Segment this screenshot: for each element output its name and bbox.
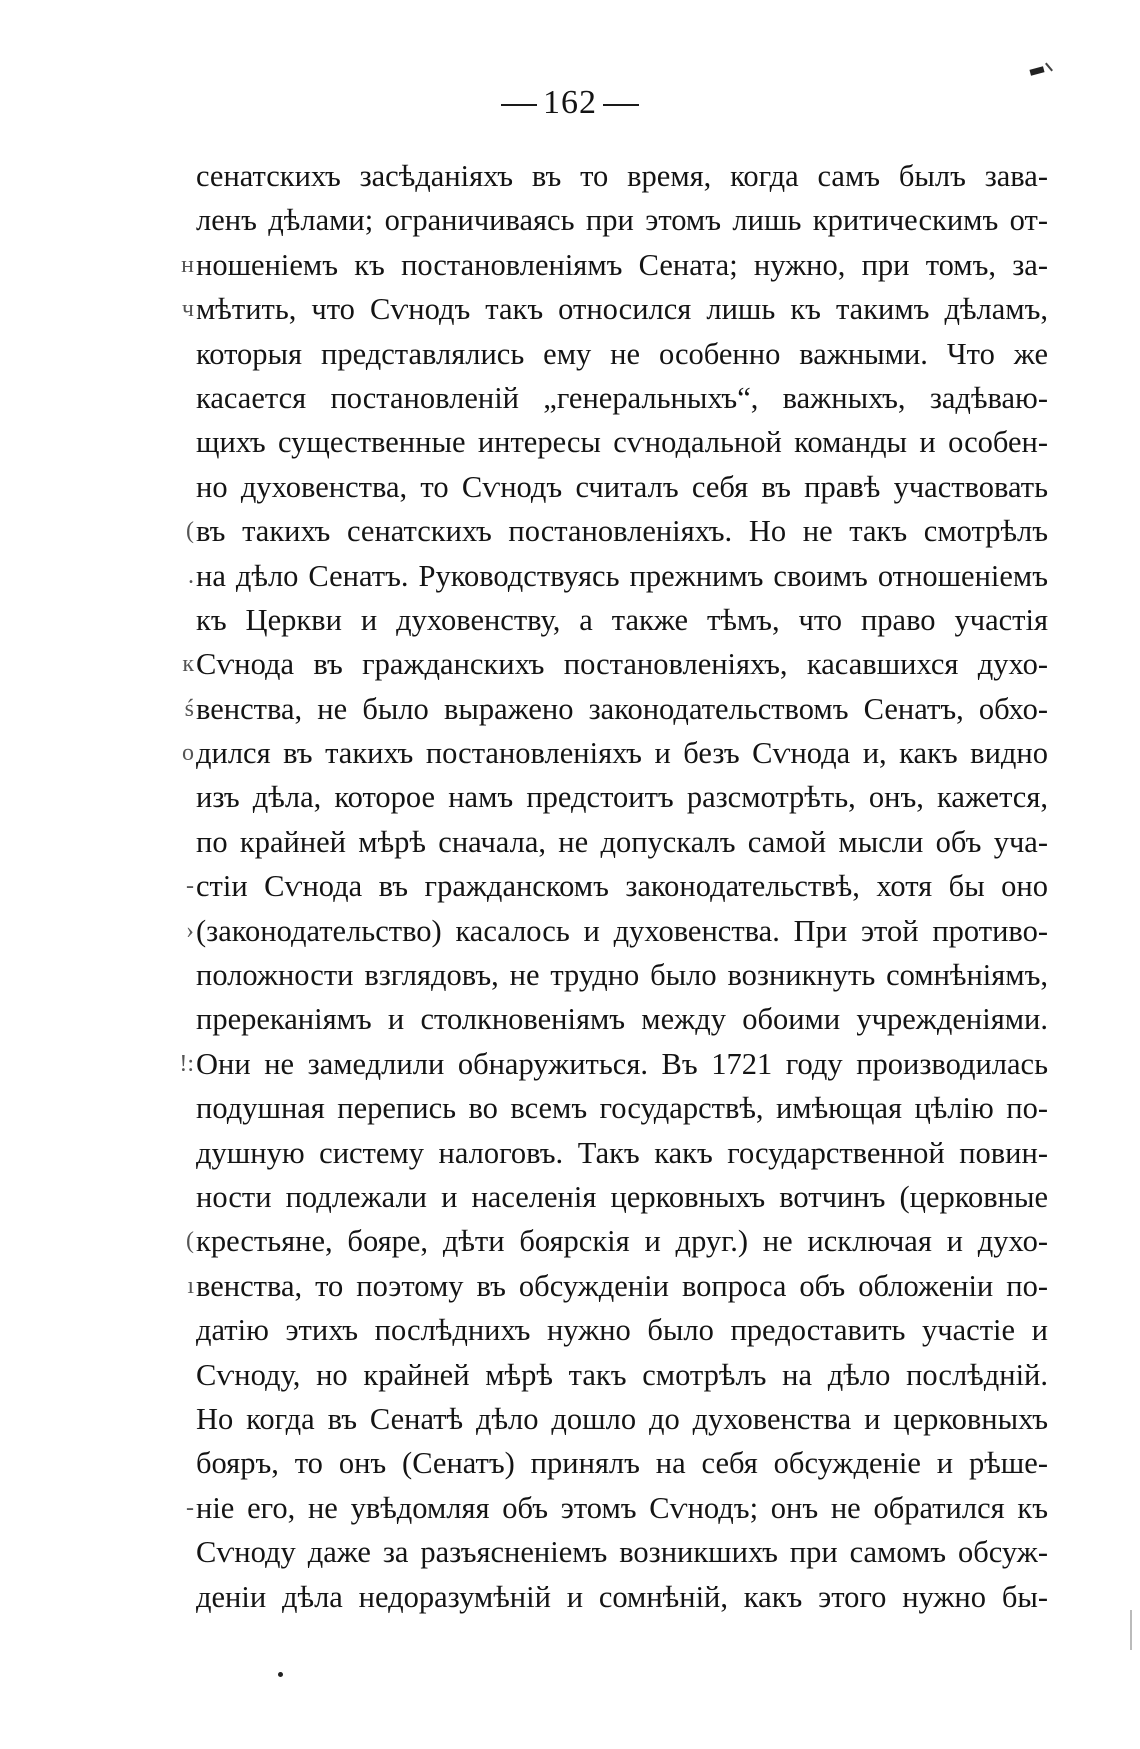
text-line: венства, то поэтому въ обсужденіи вопроса объ обложеніи по-: [196, 1268, 1048, 1303]
margin-mark: [150, 376, 194, 420]
margin-mark: [150, 1530, 194, 1574]
margin-mark: [150, 1575, 194, 1619]
scan-edge-line: [1130, 1610, 1132, 1650]
margin-mark: ı: [187, 1272, 194, 1299]
text-line: которыя представлялись ему не особенно важными. Что же: [196, 336, 1048, 371]
text-line: стіи Сѵнода въ гражданскомъ законодательствѣ, хотя бы оно: [196, 869, 1048, 904]
margin-mark: [150, 1441, 194, 1485]
margin-mark: [150, 1308, 194, 1352]
text-line: въ такихъ сенатскихъ постановленіяхъ. Но не такъ смотрѣлъ: [196, 514, 1048, 549]
text-line: сенатскихъ засѣданіяхъ въ то время, когда самъ былъ зава-: [196, 159, 1048, 193]
text-line: по крайней мѣрѣ сначала, не допускалъ самой мысли объ уча-: [196, 824, 1048, 859]
margin-mark: [150, 820, 194, 864]
text-line: Но когда въ Сенатѣ дѣло дошло до духовенства и церковныхъ: [196, 1401, 1048, 1436]
margin-mark: !:: [179, 1050, 194, 1077]
margin-mark: [150, 332, 194, 376]
text-line: изъ дѣла, которое намъ предстоитъ разсмотрѣть, онъ, кажется,: [196, 780, 1048, 815]
text-line: дился въ такихъ постановленіяхъ и безъ Сѵнода и, какъ видно: [196, 736, 1048, 771]
margin-mark: н: [181, 251, 194, 278]
margin-mark: ›: [186, 917, 194, 944]
text-line: пререканіямъ и столкновеніямъ между обоими учрежденіями.: [196, 1002, 1048, 1037]
text-line: бояръ, то онъ (Сенатъ) принялъ на себя обсужденіе и рѣше-: [196, 1446, 1048, 1481]
text-line: (законодательство) касалось и духовенства. При этой противо-: [196, 913, 1048, 948]
text-line: ніе его, не увѣдомляя объ этомъ Сѵнодъ; онъ не обратился къ: [196, 1490, 1048, 1525]
left-margin-marks: [150, 154, 194, 1619]
print-speck-tick: [1045, 63, 1053, 72]
margin-mark: [150, 1397, 194, 1441]
text-line: Они не замедлили обнаружиться. Въ 1721 году производилась: [196, 1046, 1048, 1081]
text-line: датію этихъ послѣднихъ нужно было предоставить участіе и: [196, 1313, 1048, 1348]
body-text: [196, 154, 1048, 1619]
text-line: венства, не было выражено законодательствомъ Сенатъ, обхо-: [196, 691, 1048, 726]
page-number-dash-left: [501, 104, 537, 106]
text-line: Сѵноду, но крайней мѣрѣ такъ смотрѣлъ на дѣло послѣдній.: [196, 1357, 1048, 1392]
text-line: душную систему налоговъ. Такъ какъ государственной повин-: [196, 1135, 1048, 1170]
page-number: [0, 84, 1140, 122]
text-line: подушная перепись во всемъ государствѣ, имѣющая цѣлію по-: [196, 1091, 1048, 1126]
margin-mark: [150, 598, 194, 642]
margin-mark: [150, 775, 194, 819]
margin-mark: -: [186, 873, 194, 900]
margin-mark: .: [188, 562, 194, 589]
margin-mark: [150, 1175, 194, 1219]
text-line: касается постановленій „генеральныхъ“, важныхъ, задѣваю-: [196, 380, 1048, 415]
text-line: деніи дѣла недоразумѣній и сомнѣній, какъ этого нужно бы-: [196, 1579, 1048, 1614]
margin-mark: к: [182, 651, 194, 678]
margin-mark: -: [186, 1494, 194, 1521]
margin-mark: [150, 420, 194, 464]
print-speck-dot: [278, 1672, 283, 1677]
text-line: мѣтить, что Сѵнодъ такъ относился лишь къ такимъ дѣламъ,: [196, 292, 1048, 327]
print-speck-mark: [1029, 66, 1044, 75]
text-line: но духовенства, то Сѵнодъ считалъ себя въ правѣ участвовать: [196, 469, 1048, 504]
margin-mark: [150, 465, 194, 509]
margin-mark: [150, 1086, 194, 1130]
text-line: Сѵнода въ гражданскихъ постановленіяхъ, касавшихся духо-: [196, 647, 1048, 682]
text-line: щихъ существенные интересы сѵнодальной команды и особен-: [196, 425, 1048, 460]
text-line: крестьяне, бояре, дѣти боярскія и друг.) не исключая и духо-: [196, 1224, 1048, 1259]
text-line: Сѵноду даже за разъясненіемъ возникшихъ при самомъ обсуж-: [196, 1535, 1048, 1570]
margin-mark: [150, 154, 194, 198]
margin-mark: о: [182, 740, 194, 767]
text-line: ности подлежали и населенія церковныхъ вотчинъ (церковные: [196, 1179, 1048, 1214]
margin-mark: ч: [181, 296, 194, 323]
margin-mark: [150, 198, 194, 242]
text-line: положности взглядовъ, не трудно было возникнуть сомнѣніямъ,: [196, 958, 1048, 993]
page-number-value: 162: [543, 84, 597, 121]
text-line: ношеніемъ къ постановленіямъ Сената; нужно, при томъ, за-: [196, 247, 1048, 282]
text-line: къ Церкви и духовенству, а также тѣмъ, что право участія: [196, 602, 1048, 637]
text-line: на дѣло Сенатъ. Руководствуясь прежнимъ своимъ отношеніемъ: [196, 558, 1048, 593]
text-line: ленъ дѣлами; ограничиваясь при этомъ лишь критическимъ от-: [196, 203, 1048, 238]
margin-mark: [150, 997, 194, 1041]
page-number-dash-right: [603, 104, 639, 106]
margin-mark: [150, 953, 194, 997]
margin-mark: [150, 1131, 194, 1175]
margin-mark: ś: [184, 695, 194, 722]
margin-mark: (: [186, 518, 194, 545]
margin-mark: [150, 1353, 194, 1397]
margin-mark: (: [186, 1228, 194, 1255]
